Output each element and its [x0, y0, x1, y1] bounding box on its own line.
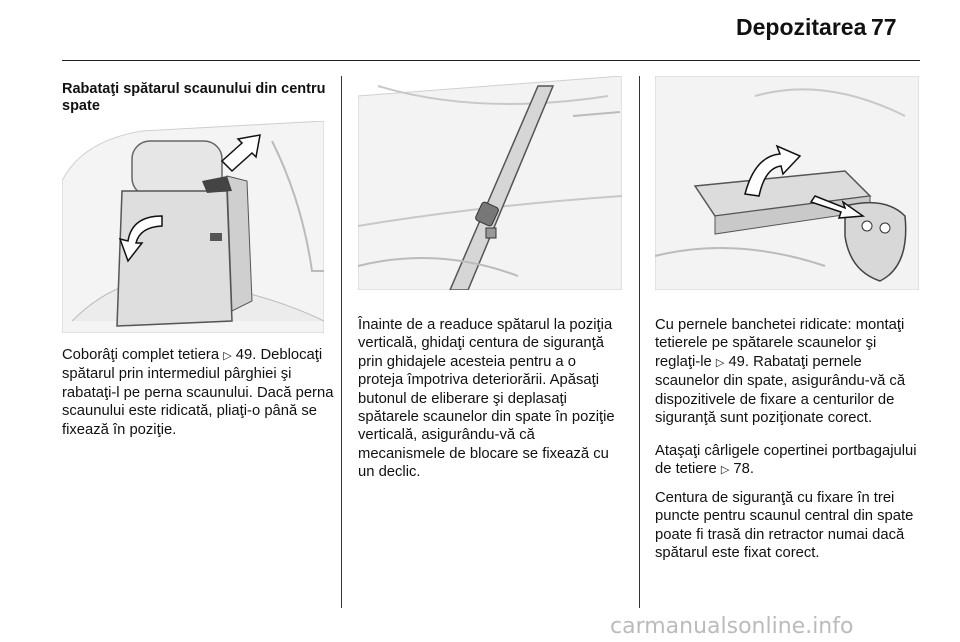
seatback-drawing — [62, 121, 324, 333]
column-divider-right — [639, 76, 640, 608]
column3-paragraph-1: Cu pernele banchetei ridicate: montaţi tetierele pe spătarele scaunelor şi reglaţi-le ▷ 49. Rabataţi pernele scaunelor din spate, asigurându-vă că dispozitivele de fixare a centurilor de siguranţă sunt poziţionate corect. — [655, 317, 906, 427]
column-divider-left — [341, 76, 342, 608]
seatbelt-drawing — [358, 76, 622, 290]
column1-paragraph: Coborâţi complet tetiera ▷ 49. Deblocaţi spătarul prin intermediul pârghiei şi rabataţi-l pe perna scaunului. Dacă perna scaunului este ridicată, pliaţi-o până se fixează în poziţie. — [62, 347, 334, 438]
page-number: 77 — [871, 14, 897, 40]
page-header-title: Depozitarea — [736, 14, 867, 40]
rear-center-seatback-fold-illustration — [62, 121, 324, 333]
arrow-right-ref-icon: ▷ — [720, 463, 730, 477]
column3-paragraph-2: Ataşaţi cârligele copertinei portbagajului de tetiere ▷ 78. — [655, 443, 917, 478]
seat-belt-guide-illustration — [358, 76, 622, 290]
footer-watermark: carmanualsonline.info — [610, 614, 854, 639]
seat-cushion-raise-illustration — [655, 76, 919, 290]
column3-paragraph-3: Centura de siguranţă cu fixare în trei puncte pentru scaunul central din spate poate fi trasă din retractor numai dacă spătarul este fixat corect. — [655, 490, 914, 562]
header-rule — [62, 60, 920, 61]
cushion-drawing — [655, 76, 919, 290]
arrow-right-ref-icon: ▷ — [715, 355, 725, 369]
section-heading: Rabataţi spătarul scaunului din centru spate — [62, 81, 326, 114]
arrow-right-ref-icon: ▷ — [223, 349, 232, 362]
column2-paragraph: Înainte de a readuce spătarul la poziţia verticală, ghidaţi centura de siguranţă prin ghidajele acesteia pentru a o proteja împotriva deteriorării. Apăsaţi butonul de eliberare şi deplasaţi spătarele scaunelor din spate în poziţie verticală, asigurându-vă că mecanismele de blocare se fixează cu un declic. — [358, 317, 615, 481]
